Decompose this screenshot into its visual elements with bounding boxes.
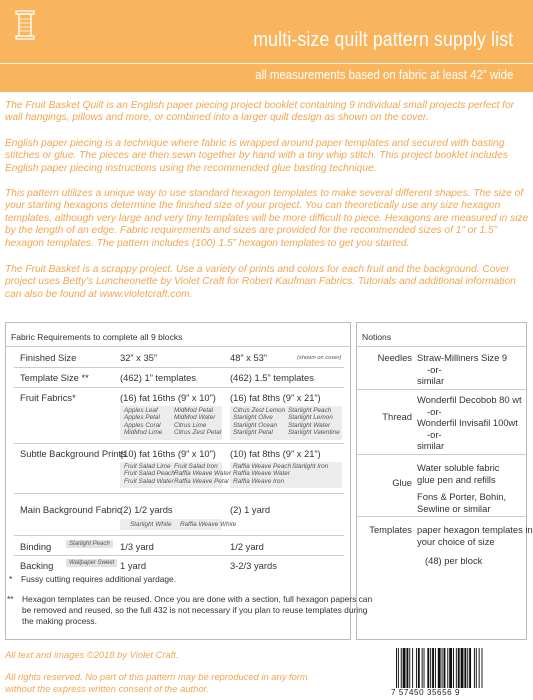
barcode-bar — [482, 648, 483, 688]
barcode-bar — [467, 648, 468, 688]
barcode-bar — [427, 648, 429, 688]
divider — [14, 443, 344, 444]
finished-size-note: (shown on cover) — [297, 355, 342, 361]
subtle-background-label: Subtle Background Prints — [20, 448, 126, 459]
barcode-bar — [476, 648, 477, 688]
template-size-label: Template Size ** — [20, 372, 89, 383]
barcode-bar — [447, 648, 448, 688]
divider — [6, 346, 350, 347]
main-background-label: Main Background Fabric — [20, 504, 122, 515]
backing-large: 3-2/3 yards — [230, 560, 277, 571]
finished-size-small: 32” x 35” — [120, 352, 157, 363]
finished-size-large: 48” x 53” — [230, 352, 267, 363]
barcode-bar — [406, 648, 408, 688]
fruit-fabrics-small: (16) fat 16ths (9” x 10”) — [120, 392, 216, 403]
fabric-requirements-table — [5, 322, 351, 640]
barcode-bar — [456, 648, 457, 688]
barcode-bar — [412, 648, 413, 688]
subtle-background-small: (10) fat 16ths (9” x 10”) — [120, 448, 216, 459]
main-background-large: (2) 1 yard — [230, 504, 271, 515]
intro-paragraph-1: The Fruit Basket Quilt is an English paper piecing project booklet containing 9 individual small projects perfect for wall hangings, pillows and more, or combined into a larger quilt design as shown on the cover. — [5, 100, 515, 124]
barcode-bar — [474, 648, 475, 688]
barcode-bar — [444, 648, 446, 688]
divider — [14, 555, 344, 556]
fabric-table-heading: Fabric Requirements to complete all 9 blocks — [11, 332, 183, 342]
divider — [14, 535, 344, 536]
templates-value: paper hexagon templates in your choice of size (48) per block — [417, 524, 533, 566]
notions-table — [356, 322, 533, 640]
barcode-bar — [479, 648, 480, 688]
swatch-list: Fruit Salad Iron Raffia Weave Water Raffia Weave Petal — [174, 463, 231, 485]
barcode-bar — [418, 648, 420, 688]
note-fussy-cutting: * Fussy cutting requires additional yardage. — [9, 574, 177, 584]
barcode-bar — [461, 648, 464, 688]
needles-label: Needles — [377, 352, 412, 363]
barcode-bar — [458, 648, 460, 688]
header-banner — [0, 0, 533, 92]
glue-label: Glue — [392, 477, 412, 488]
binding-swatch: Starlight Peach — [66, 540, 113, 548]
swatch-list: Starlight Peach Starlight Lemon Starlight Water Starlight Valentine — [288, 407, 340, 437]
barcode-graphic — [394, 648, 516, 688]
barcode-bar — [401, 648, 402, 688]
backing-small: 1 yard — [120, 560, 147, 571]
thread-spool-icon — [14, 10, 36, 40]
fruit-fabrics-label: Fruit Fabrics* — [20, 392, 76, 403]
barcode-bar — [409, 648, 410, 688]
divider — [14, 367, 344, 368]
barcode-bar — [469, 648, 471, 688]
intro-paragraph-4: The Fruit Basket is a scrappy project. Use a variety of prints and colors for each fruit and the background. Cover project uses Betty’s Luncheonette by Violet Craft for Robert Kaufman Fabrics. Tutorials and additional information can also be found at www.violetcraft.com. — [5, 264, 516, 300]
thread-value: Wonderfil Decobob 80 wt -or- Wonderfil Invisafil 100wt -or- similar — [417, 394, 522, 451]
needles-value: Straw-Milliners Size 9 -or- similar — [417, 352, 508, 386]
thread-label: Thread — [382, 411, 412, 422]
glue-value: Water soluble fabric glue pen and refills Fons & Porter, Bohin, Sewline or similar — [417, 462, 507, 514]
barcode-bar — [398, 648, 399, 688]
divider — [14, 493, 344, 494]
swatch-list: Fruit Salad Lime Fruit Salad Peach Fruit Salad Water — [124, 463, 175, 485]
backing-label: Backing — [20, 560, 54, 571]
template-size-large: (462) 1.5” templates — [230, 372, 314, 383]
barcode-bar — [464, 648, 466, 688]
divider — [357, 346, 526, 347]
barcode-bar — [430, 648, 431, 688]
swatch-list: Citrus Zest Lemon Starlight Olive Starlight Ocean Starlight Petal — [233, 407, 286, 437]
templates-label: Templates — [369, 524, 412, 535]
swatch-label: Starlight White — [130, 521, 172, 528]
barcode-bar — [449, 648, 452, 688]
backing-swatch: Wallpaper Sweet — [66, 559, 117, 567]
intro-paragraph-2: English paper piecing is a technique where fabric is wrapped around paper templates and secured with basting stitches or glue. The pieces are then sewn together by hand with a tiny whip stitch. This project booklet includes English paper piecing instructions using the recommended glue basting technique. — [5, 138, 508, 174]
barcode-bar — [438, 648, 441, 688]
swatch-list: Apples Leaf Apples Petal Apples Coral MidMod Lime — [124, 407, 163, 437]
barcode-bar — [453, 648, 454, 688]
header-divider — [0, 63, 533, 64]
rights-line-1: All rights reserved. No part of this pattern may be reproduced in any form — [5, 671, 308, 682]
intro-paragraph-3: This pattern utilizes a unique way to use standard hexagon templates to make several different shapes. The size of your starting hexagons determine the finished size of your project. You can theoretically use any size hexagon templates, although very large and very tiny templates will be more difficult to piece. Hexagons are measured in size by the length of an edge. Fabric requirements and sizes are provided for the recommended sizes of 1” or 1.5” hexagon templates. The pattern includes (100) 1.5” hexagon templates to get you started. — [5, 188, 529, 249]
binding-small: 1/3 yard — [120, 541, 154, 552]
barcode-bar — [403, 648, 406, 688]
barcode-bar — [424, 648, 425, 688]
swatch-list: Starlight Iron — [292, 463, 329, 470]
divider — [357, 454, 526, 455]
barcode-bar — [432, 648, 434, 688]
divider — [357, 389, 526, 390]
swatch-label: Raffia Weave White — [180, 521, 237, 528]
barcode-bar — [396, 648, 397, 688]
divider — [14, 387, 344, 388]
subtle-background-large: (10) fat 8ths (9” x 21”) — [230, 448, 321, 459]
barcode-bar — [435, 648, 436, 688]
swatch-list: Raffia Weave Peach Raffia Weave Water Raffia Weave Iron — [233, 463, 292, 485]
notions-heading: Notions — [362, 332, 392, 342]
binding-large: 1/2 yard — [230, 541, 264, 552]
template-size-small: (462) 1” templates — [120, 372, 197, 383]
barcode-bar — [422, 648, 423, 688]
page-title: multi-size quilt pattern supply list — [253, 28, 513, 51]
divider — [357, 516, 526, 517]
page-subtitle: all measurements based on fabric at least 42” wide — [254, 67, 513, 82]
barcode-bar — [442, 648, 443, 688]
swatch-list: MidMod Petal MidMod Water Citrus Lime Citrus Zest Petal — [174, 407, 222, 437]
rights-line-2: without the express written consent of the author. — [5, 683, 209, 694]
barcode-bar — [416, 648, 417, 688]
copyright-line: All text and images ©2018 by Violet Craft. — [5, 649, 179, 660]
binding-label: Binding — [20, 541, 52, 552]
fruit-fabrics-large: (16) fat 8ths (9” x 21”) — [230, 392, 321, 403]
main-background-small: (2) 1/2 yards — [120, 504, 173, 515]
finished-size-label: Finished Size — [20, 352, 77, 363]
barcode-digits: 7 57450 35656 9 — [391, 688, 461, 697]
